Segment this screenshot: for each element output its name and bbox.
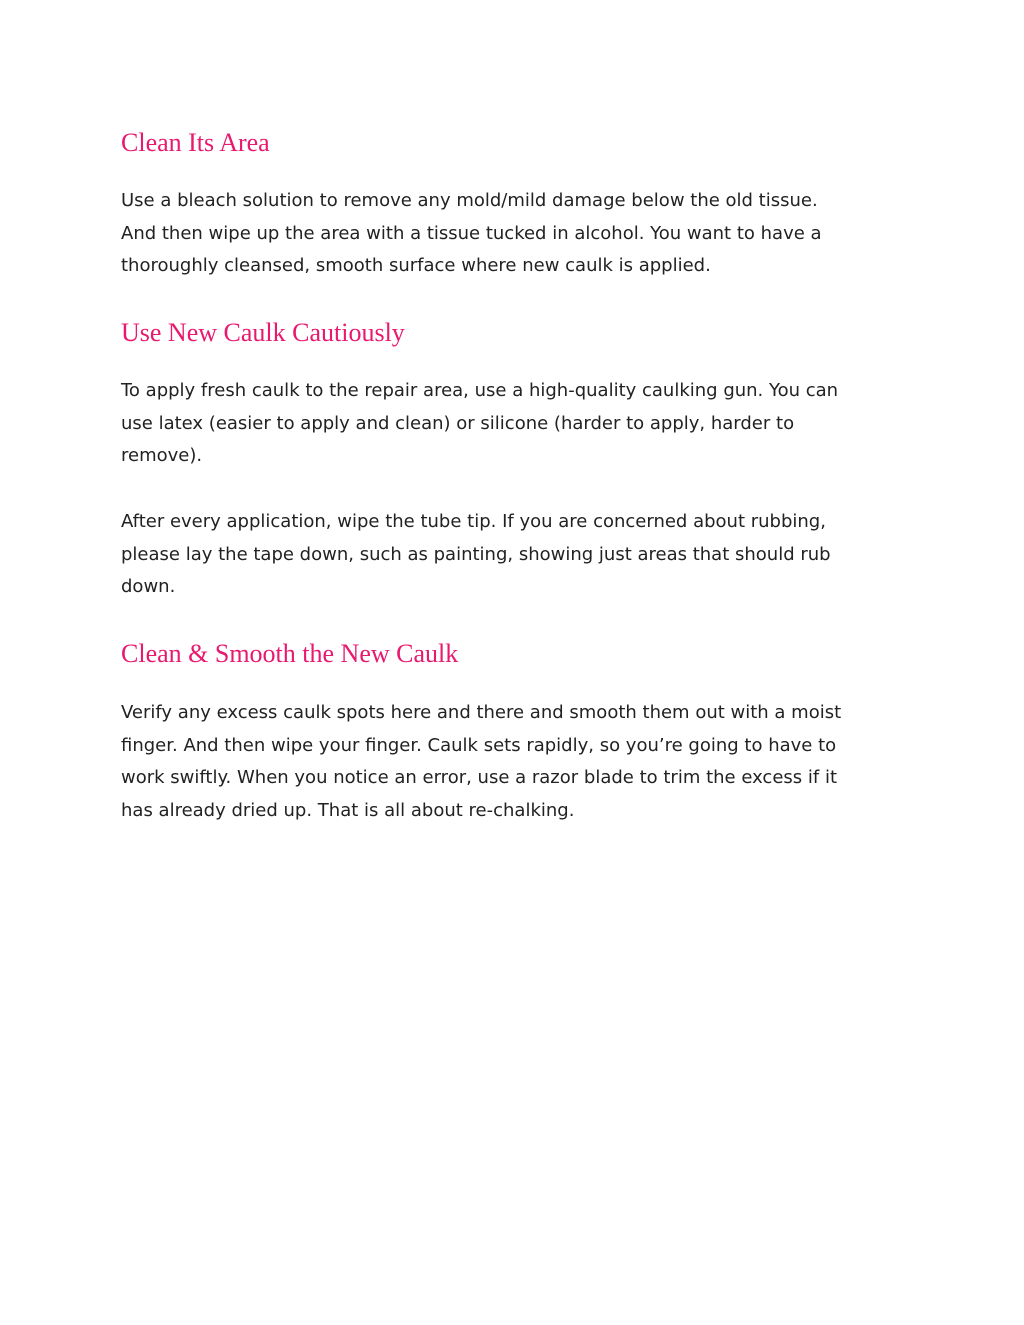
section-heading-clean-smooth: Clean & Smooth the New Caulk [121, 639, 459, 668]
paragraph-line: Use a bleach solution to remove any mold/mild damage below the old tissue. [121, 190, 818, 211]
paragraph-line: And then wipe up the area with a tissue tucked in alcohol. You want to have a [121, 222, 822, 244]
section-paragraph [121, 375, 911, 473]
paragraph-line: Verify any excess caulk spots here and there and smooth them out with a moist [121, 702, 842, 723]
section-paragraph [121, 185, 911, 283]
paragraph-line: has already dried up. That is all about re-chalking. [121, 799, 575, 821]
paragraph-line: work swiftly. When you notice an error, use a razor blade to trim the excess if it [121, 767, 838, 788]
paragraph-line: use latex (easier to apply and clean) or silicone (harder to apply, harder to [121, 412, 795, 434]
paragraph-line: please lay the tape down, such as painting, showing just areas that should rub [121, 543, 831, 565]
section-paragraph [121, 697, 911, 827]
section-paragraph [121, 506, 911, 604]
paragraph-line: remove). [121, 445, 203, 466]
paragraph-line: thoroughly cleansed, smooth surface where new caulk is applied. [121, 255, 711, 276]
section-heading-use-new-caulk: Use New Caulk Cautiously [121, 318, 405, 347]
paragraph-line: finger. And then wipe your finger. Caulk sets rapidly, so you’re going to have to [121, 734, 837, 756]
section-heading-clean-its-area: Clean Its Area [121, 128, 270, 157]
paragraph-line: To apply fresh caulk to the repair area, use a high-quality caulking gun. You can [121, 380, 839, 401]
paragraph-line: down. [121, 576, 176, 597]
paragraph-line: After every application, wipe the tube tip. If you are concerned about rubbing, [121, 511, 826, 532]
